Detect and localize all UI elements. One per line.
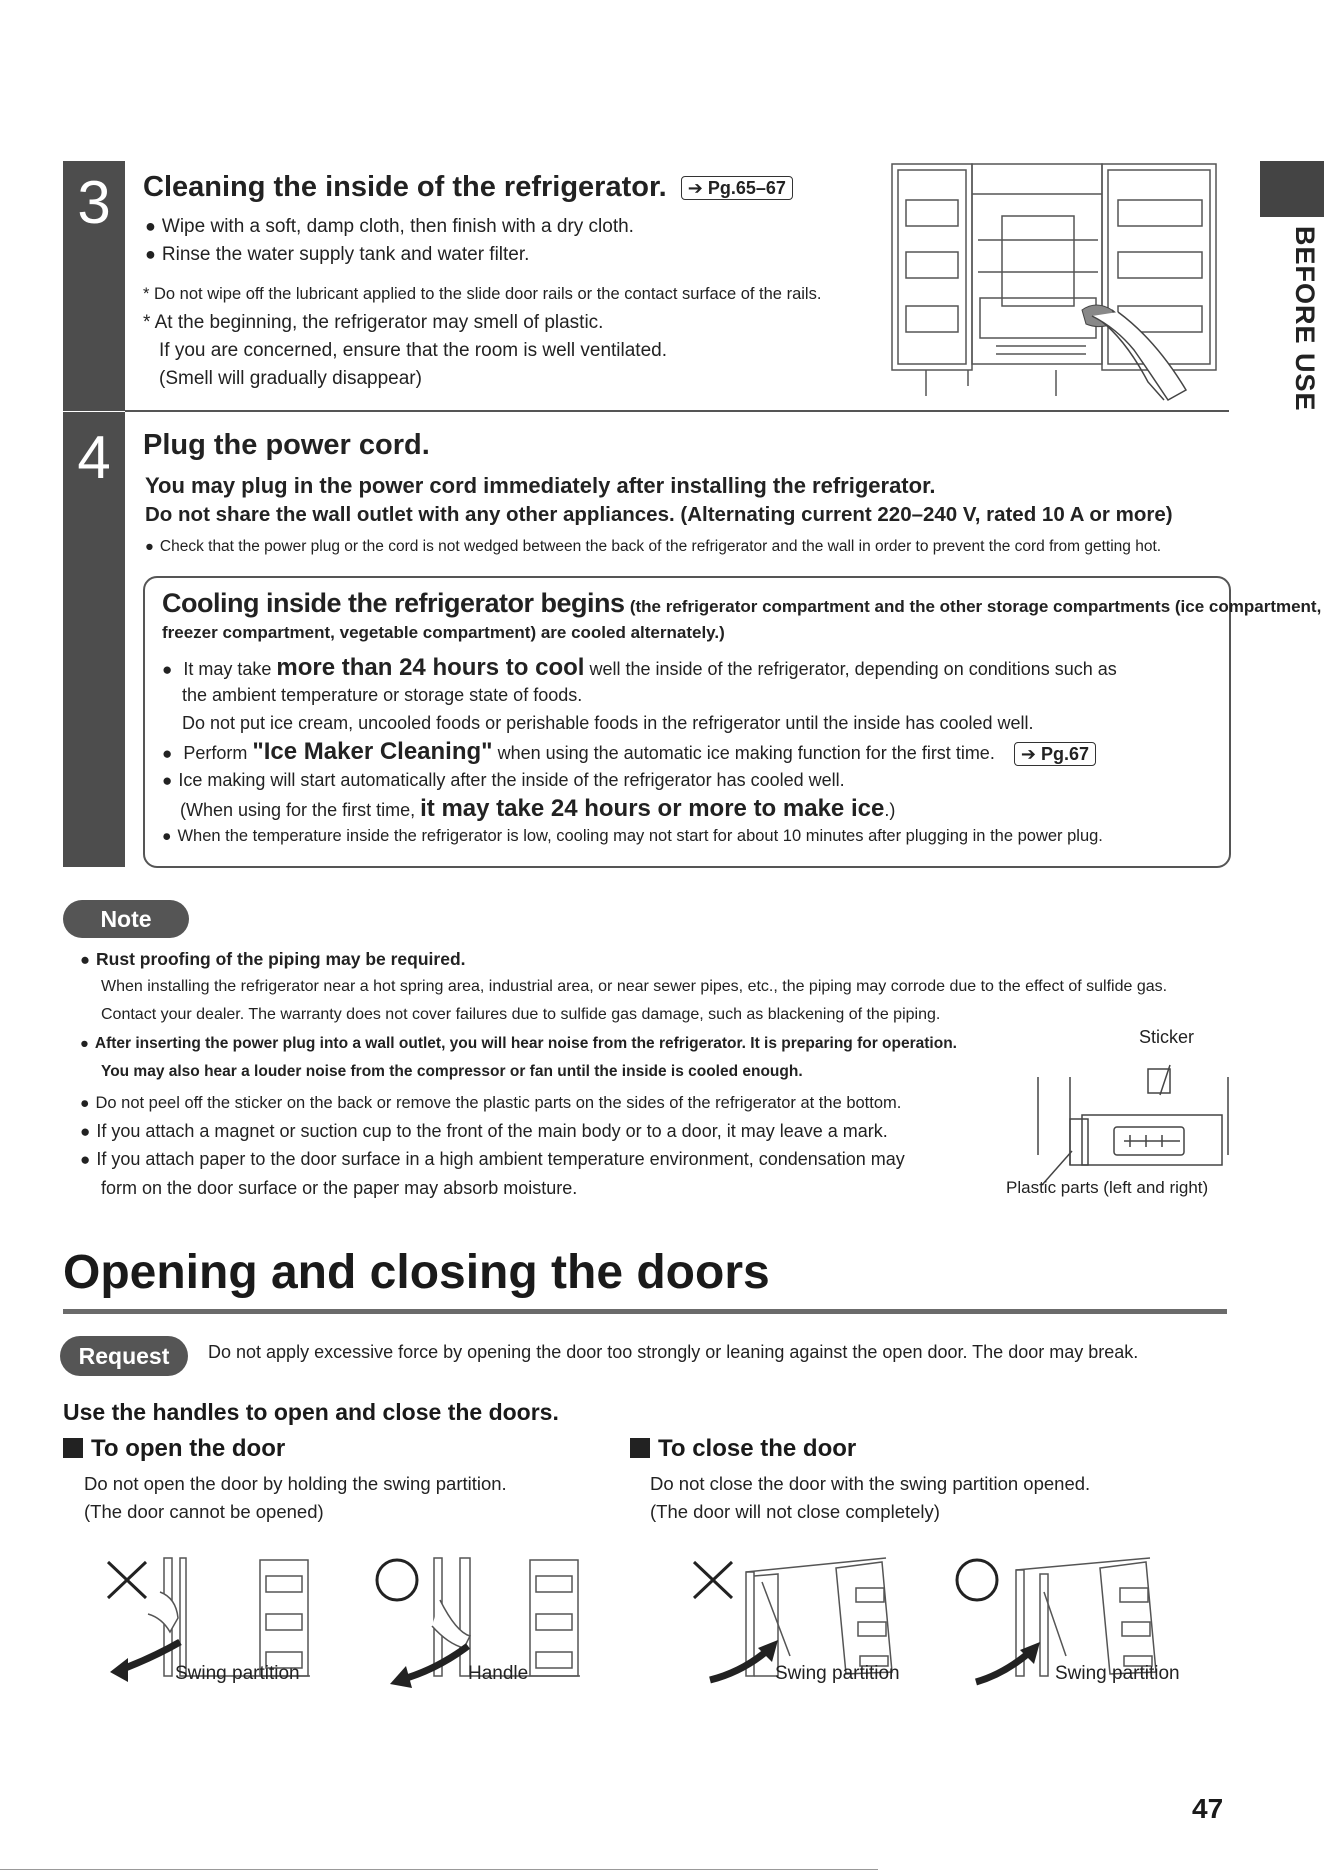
cooling-bullet-2: ● Perform "Ice Maker Cleaning" when using the automatic ice making function for the first time. ➔ Pg.67 (162, 738, 1096, 766)
open-door-heading: To open the door (63, 1435, 285, 1463)
open-door-line-1: Do not open the door by holding the swing partition. (84, 1473, 507, 1494)
section-title: Opening and closing the doors (63, 1246, 770, 1299)
side-tab-label: BEFORE USE (1290, 226, 1320, 412)
cooling-bullet-3: ● Ice making will start automatically after the inside of the refrigerator has cooled well. (162, 770, 845, 791)
cooling-bullet-1-cont2: Do not put ice cream, uncooled foods or perishable foods in the refrigerator until the inside has cooled well. (182, 713, 1034, 733)
request-badge: Request (60, 1336, 188, 1376)
step-4-number: 4 (77, 424, 111, 491)
note-bullet-5a: form on the door surface or the paper may absorb moisture. (101, 1178, 578, 1198)
note-bullet-2a: You may also hear a louder noise from the compressor or fan until the inside is cooled enough. (101, 1063, 803, 1080)
fridge-interior-illustration (886, 160, 1226, 410)
step-3-note-2b: If you are concerned, ensure that the room is well ventilated. (159, 340, 667, 361)
step-4-line-1: You may plug in the power cord immediately after installing the refrigerator. (145, 473, 936, 498)
close-door-heading: To close the door (630, 1435, 856, 1463)
close-door-line-1: Do not close the door with the swing partition opened. (650, 1473, 1091, 1494)
cooling-bullet-3-cont: (When using for the first time, it may take 24 hours or more to make ice.) (180, 795, 896, 822)
fridge-back-illustration (1030, 1055, 1230, 1185)
sticker-label: Sticker (1139, 1027, 1195, 1047)
cooling-bullet-1-cont: the ambient temperature or storage state of foods. (182, 685, 583, 705)
cooling-bullet-1: ● It may take more than 24 hours to cool well the inside of the refrigerator, depending on conditions such as (162, 654, 1117, 682)
cooling-bullet-4: ● When the temperature inside the refrigerator is low, cooling may not start for about 10 minutes after plugging in the power plug. (162, 827, 1103, 846)
ice-maker-page-reference: ➔ Pg.67 (1014, 742, 1096, 766)
note-badge: Note (63, 900, 189, 938)
step-4-bullet: ● Check that the power plug or the cord is not wedged between the back of the refrigerator and the wall in order to prevent the cord from getting hot. (145, 538, 1161, 556)
step-4-title: Plug the power cord. (143, 429, 430, 461)
note-bullet-1a: When installing the refrigerator near a hot spring area, industrial area, or near sewer pipes, etc., the piping may corrode due to the effect of sulfide gas. (101, 978, 1168, 995)
side-tab-marker (1260, 161, 1324, 217)
note-bullet-2: ● After inserting the power plug into a wall outlet, you will hear noise from the refrigerator. It is preparing for operation. (80, 1035, 957, 1053)
note-bullet-5: ● If you attach paper to the door surface in a high ambient temperature environment, condensation may (80, 1149, 905, 1170)
caption-handle: Handle (468, 1663, 529, 1684)
open-door-line-2: (The door cannot be opened) (84, 1501, 324, 1522)
page-reference: ➔ Pg.65–67 (681, 176, 793, 200)
step-4-line-2: Do not share the wall outlet with any other appliances. (Alternating current 220–240 V, rated 10 A or more) (145, 503, 1173, 526)
plastic-parts-label: Plastic parts (left and right) (1006, 1178, 1209, 1197)
step-3-note-1: * Do not wipe off the lubricant applied to the slide door rails or the contact surface of the rails. (143, 285, 822, 303)
step-3-note-2: * At the beginning, the refrigerator may smell of plastic. (143, 312, 604, 333)
close-door-line-2: (The door will not close completely) (650, 1501, 940, 1522)
note-bullet-1b: Contact your dealer. The warranty does not cover failures due to sulfide gas damage, such as blackening of the piping. (101, 1006, 941, 1023)
note-bullet-3: ● Do not peel off the sticker on the back or remove the plastic parts on the sides of the refrigerator at the bottom. (80, 1094, 901, 1113)
step-3-title: Cleaning the inside of the refrigerator. ➔ Pg.65–67 (143, 171, 793, 204)
section-rule (63, 1309, 1227, 1314)
note-bullet-4: ● If you attach a magnet or suction cup to the front of the main body or to a door, it may leave a mark. (80, 1121, 888, 1142)
caption-swing-partition-2: Swing partition (775, 1663, 900, 1684)
step-3-number: 3 (77, 169, 111, 236)
page-number: 47 (1192, 1793, 1224, 1824)
caption-swing-partition-1: Swing partition (175, 1663, 300, 1684)
request-text: Do not apply excessive force by opening the door too strongly or leaning against the open door. The door may break. (208, 1342, 1139, 1362)
note-bullet-1: ● Rust proofing of the piping may be required. (80, 949, 466, 970)
cooling-heading-cont: freezer compartment, vegetable compartment) are cooled alternately.) (162, 623, 725, 642)
step-3-bullet-2: ● Rinse the water supply tank and water filter. (145, 244, 529, 266)
step-3-bullet-1: ● Wipe with a soft, damp cloth, then finish with a dry cloth. (145, 216, 634, 238)
caption-swing-partition-3: Swing partition (1055, 1663, 1180, 1684)
cooling-heading: Cooling inside the refrigerator begins (the refrigerator compartment and the other storage compartments (ice compartment, (162, 588, 1322, 618)
step-divider (125, 410, 1229, 412)
step-3-note-2c: (Smell will gradually disappear) (159, 368, 422, 389)
handles-heading: Use the handles to open and close the doors. (63, 1399, 559, 1425)
footer-rule (0, 1869, 878, 1870)
